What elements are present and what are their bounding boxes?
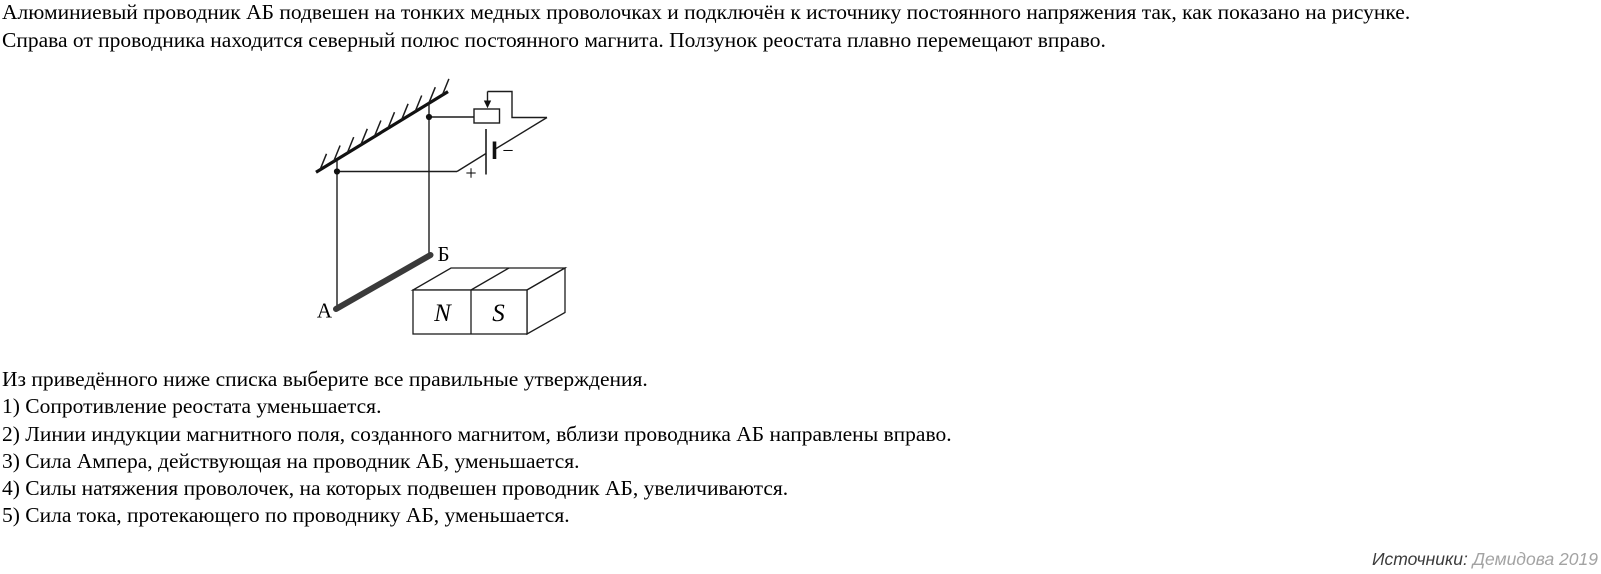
statement-item-2: 2) Линии индукции магнитного поля, созданного магнитом, вблизи проводника АБ направлены вправо. — [2, 421, 952, 446]
question-intro: Из приведённого ниже списка выберите все правильные утверждения. — [2, 367, 648, 391]
rheostat — [474, 92, 500, 124]
circuit-figure — [290, 75, 590, 350]
problem-line-2: Справа от проводника находится северный полюс постоянного магнита. Ползунок реостата плавно перемещают вправо. — [2, 27, 1106, 52]
statement-item-5: 5) Сила тока, протекающего по проводнику АБ, уменьшается. — [2, 503, 570, 528]
magnet-north-label: N — [434, 300, 451, 327]
source-attribution — [1372, 549, 1598, 570]
magnet-south-label: S — [492, 300, 505, 327]
source-label: Источники: — [1371, 549, 1468, 569]
magnet — [413, 268, 565, 334]
circuit-wires — [337, 92, 547, 172]
battery-plus-label: + — [465, 162, 477, 185]
statement-item-4: 4) Силы натяжения проволочек, на которых подвешен проводник АБ, увеличиваются. — [2, 476, 789, 501]
statement-item-1: 1) Сопротивление реостата уменьшается. — [2, 394, 382, 419]
question-block — [2, 366, 952, 530]
suspension-wires — [337, 104, 429, 308]
magnet-front-face — [413, 290, 527, 334]
rheostat-slider-arrowhead — [484, 101, 491, 109]
problem-line-1: Алюминиевый проводник АБ подвешен на тонких медных проволочках и подключён к источнику постоянного напряжения так, как показано на рисунке. — [2, 0, 1411, 24]
problem-statement — [2, 0, 1410, 54]
junction-nodes — [334, 114, 432, 175]
statement-item-3: 3) Сила Ампера, действующая на проводник АБ, уменьшается. — [2, 448, 580, 473]
conductor-end-b-label: Б — [437, 242, 450, 266]
conductor-end-a-label: А — [316, 298, 332, 323]
battery-minus-label: − — [502, 140, 514, 162]
battery — [465, 129, 513, 185]
source-value: Демидова 2019 — [1472, 549, 1598, 569]
